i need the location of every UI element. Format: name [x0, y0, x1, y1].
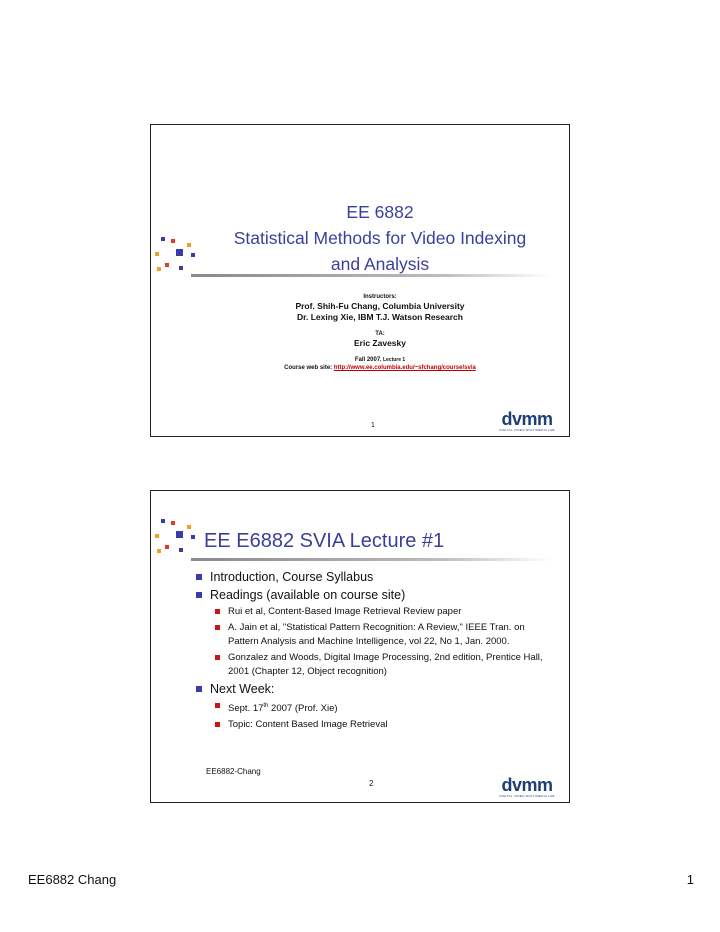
slide-title: EE E6882 SVIA Lecture #1	[204, 530, 445, 552]
term-label: Fall 2007	[354, 357, 381, 363]
sub-bullet-reading-3: Gonzalez and Woods, Digital Image Processing, 2nd edition, Prentice Hall, 2001 (Chapter 12, Object recognition)	[196, 651, 555, 679]
lecture-label: , Lecture 1	[380, 357, 406, 363]
bullet-intro: Introduction, Course Syllabus	[196, 569, 555, 585]
dvmm-logo: dvmm DIGITAL VIDEO MULTIMEDIA LAB	[499, 775, 555, 798]
course-website-link[interactable]: http://www.ee.columbia.edu/~sfchang/course/svia	[333, 365, 476, 371]
sub-bullet-reading-1: Rui et al, Content-Based Image Retrieval Review paper	[196, 605, 555, 619]
bullet-readings: Readings (available on course site)	[196, 587, 555, 603]
decorative-dots	[155, 519, 199, 557]
dvmm-logo: dvmm DIGITAL VIDEO MULTIMEDIA LAB	[499, 409, 555, 432]
bullet-next-week: Next Week:	[196, 681, 555, 697]
sub-bullet-date	[196, 699, 555, 716]
bullet-list	[196, 569, 555, 734]
slide-1	[150, 124, 570, 437]
slide-footer-label: EE6882-Chang	[206, 767, 261, 776]
date-suffix: th	[263, 703, 269, 709]
slide-page-number: 2	[369, 779, 374, 788]
slide-page-number: 1	[371, 422, 375, 429]
page-footer-course: EE6882 Chang	[28, 872, 117, 887]
title-divider	[191, 274, 551, 277]
date-text: Sept. 17	[228, 703, 264, 715]
sub-bullet-topic: Topic: Content Based Image Retrieval	[196, 718, 555, 732]
course-info: Instructors: Prof. Shih-Fu Chang, Columbia University Dr. Lexing Xie, IBM T.J. Watson Research TA: Eric Zavesky Fall 2007, Lecture 1 Course web site: http://www.ee.columbia.edu/~sfchang/course/svia	[284, 294, 476, 371]
slide-2	[150, 490, 570, 803]
slide-title: EE 6882 Statistical Methods for Video Indexing and Analysis	[233, 202, 527, 274]
page-footer-number: 1	[686, 872, 694, 887]
title-divider	[191, 558, 551, 561]
website-label: Course web site:	[284, 365, 334, 371]
date-rest: 2007 (Prof. Xie)	[268, 703, 338, 715]
sub-bullet-reading-2: A. Jain et al, "Statistical Pattern Recognition: A Review," IEEE Tran. on Pattern Analysis and Machine Intelligence, vol 22, No 1, Jan. 2000.	[196, 621, 555, 649]
